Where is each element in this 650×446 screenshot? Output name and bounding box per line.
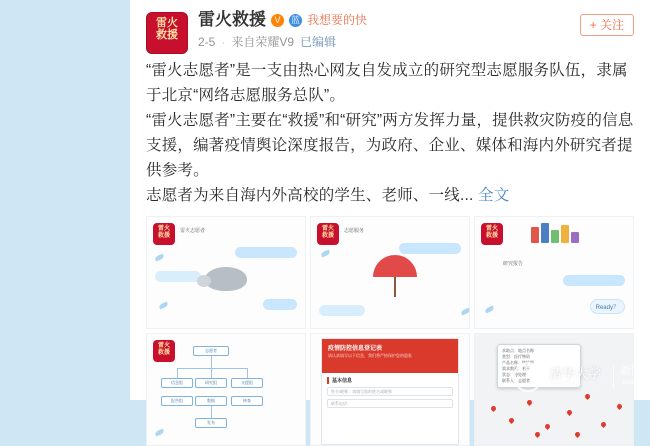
map-pin-icon [490,405,497,412]
popup-row: 类型：医疗物资 [502,354,530,359]
chat-bubble [263,299,297,310]
form-subtitle: 请认真填写以下信息，我们将严格保护您的隐私 [328,353,412,358]
map-pin-icon [544,423,551,430]
map-pin-icon [526,399,533,406]
popup-row: 状态：待处理 [502,372,526,377]
leaf-icon [320,250,330,258]
watermark-divider [613,366,614,388]
thumb2-logo-line2: 救援 [321,233,334,239]
post-meta [198,33,336,50]
meta-separator: · [221,34,226,49]
chat-bubble [235,247,297,258]
post-header [146,10,634,56]
thumb3-logo-icon [481,223,503,245]
flow-node: 研究组 [195,378,227,388]
flow-node: 报告组 [161,396,193,406]
flow-node: 志愿者 [193,346,229,356]
map-pin-icon [534,431,541,438]
thumb-red-form[interactable] [310,333,470,446]
form-field[interactable]: 联系电话： [327,399,453,408]
chat-bubble [155,271,201,282]
map-pin-icon [600,421,607,428]
thumb-flowchart[interactable] [146,333,306,446]
thumb-chat-umbrella[interactable] [310,216,470,329]
watermark-university [549,367,607,387]
post-paragraph-2: “雷火志愿者”主要在“救援”和“研究”两方发挥力量，提供救灾防疫的信息支援，编著疫情舆论深度报告，为政府、企业、媒体和海内外研究者提供参考。 [146,112,634,179]
form-title: 疫情防控信息登记表 [328,346,383,352]
form-sheet [321,338,459,445]
ready-tag: Ready？ [590,299,625,314]
watermark [513,362,642,392]
thumb4-logo-line2: 救援 [157,350,170,356]
map-pin-icon [574,431,581,438]
watermark-news [620,365,642,389]
form-header [322,339,458,373]
hedgehog-illustration [205,267,247,291]
watermark-news-en: NEWS [622,380,640,386]
leaf-icon [154,429,164,437]
flow-connector [211,356,212,368]
author-row [198,10,367,30]
thumb1-caption: 雷火志愿者 [180,228,206,234]
thumb2-caption: 志愿服务 [344,228,365,234]
page-background-left [0,0,130,400]
leaf-icon [154,254,164,262]
thumb1-logo-line1: 雷火 [157,226,170,232]
thumb1-logo-icon [153,223,175,245]
map-pin-icon [616,403,623,410]
thumb4-logo-line1: 雷火 [157,343,170,349]
flow-connector [211,368,212,378]
post-source[interactable]: 来自荣耀V9 [231,35,295,49]
university-seal-icon [513,362,543,392]
flow-connector [177,368,247,369]
flow-node: 支援组 [231,378,263,388]
weibo-post-card [130,0,650,425]
map-pin-icon [508,417,515,424]
flow-node: 信息组 [161,378,193,388]
post-edited-label: 已编辑 [300,35,337,49]
post-paragraph-3: 志愿者为来自海内外高校的学生、老师、一线... [146,187,474,204]
popup-row: 联系人：志愿者 [502,378,530,383]
expand-full-text-link[interactable]: 全文 [478,187,510,204]
flow-node: 核查 [231,396,263,406]
thumb-chat-hedgehog[interactable] [146,216,306,329]
avatar[interactable] [146,12,188,54]
thumb3-caption: 研究报告 [503,261,524,267]
watermark-subtitle: Tsinghua University [549,381,607,387]
umbrella-illustration [373,255,417,277]
flow-connector [211,406,212,418]
chat-bubble [399,243,461,254]
chat-bubble [563,275,625,286]
flow-connector [177,368,178,378]
map-pin-icon [584,393,591,400]
chat-bubble [319,305,365,316]
post-image-grid [146,216,634,446]
map-pin-icon [566,409,573,416]
thumb1-logo-line2: 救援 [157,233,170,239]
author-name[interactable]: 雷火救援 [198,10,266,29]
leaf-icon [484,306,494,314]
flow-connector [247,368,248,378]
member-badge-icon[interactable]: 蓝 [290,14,300,25]
post-date: 2-5 [198,34,216,49]
thumb3-logo-line2: 救援 [485,233,498,239]
watermark-news-cn: 新闻 [620,365,642,377]
watermark-title: 清华大学 [549,366,602,381]
post-body [146,58,634,208]
thumb4-logo-icon [153,340,175,362]
popup-row: 产品名称：防护服 [502,360,534,365]
verified-badge-icon[interactable]: V [271,14,284,27]
thumb-books-ready[interactable] [474,216,634,329]
thumb2-logo-line1: 雷火 [321,226,334,232]
follow-button[interactable]: + 关注 [580,14,634,36]
avatar-line-2: 救援 [156,29,178,41]
flow-node: 数据 [195,396,227,406]
form-field[interactable]: 姓名/昵称：请填写您的姓名或昵称 [327,387,453,396]
thumb3-logo-line1: 雷火 [485,226,498,232]
post-paragraph-3-wrap [146,183,634,208]
form-section-title: 基本信息 [327,377,453,384]
post-paragraph-1: “雷火志愿者”是一支由热心网友自发成立的研究型志愿服务队伍，隶属于北京“网络志愿服务总队”。 [146,62,628,104]
leaf-icon [460,308,470,316]
flow-node: 发布 [195,418,227,428]
leaf-icon [158,302,168,310]
avatar-line-1: 雷火 [156,17,178,29]
popup-row: 需求数量：若干 [502,366,530,371]
thumb2-logo-icon [317,223,339,245]
popup-row: 求助点：地点名称 [502,348,534,353]
books-illustration [531,223,583,243]
promo-label[interactable]: 我想要的快 [307,13,368,27]
